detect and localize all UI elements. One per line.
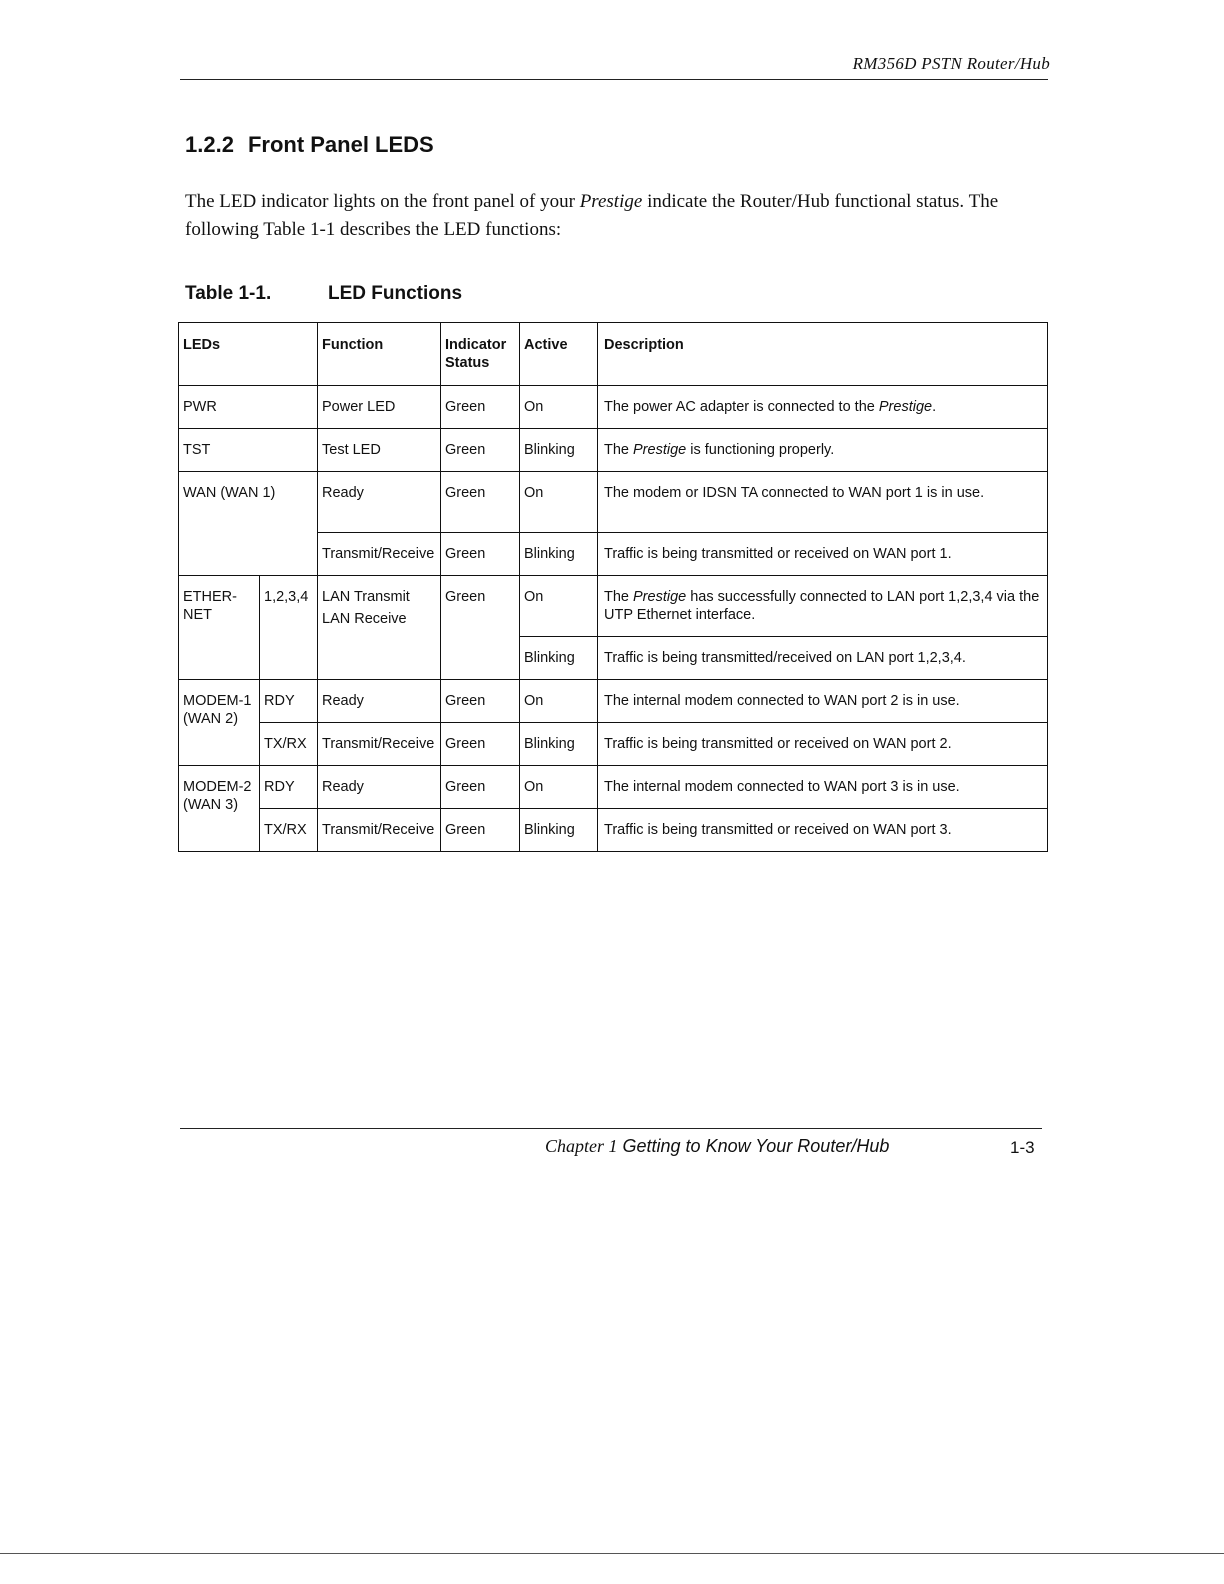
led-ports: 1,2,3,4 <box>260 576 318 680</box>
led-name: TST <box>179 429 318 472</box>
led-active: Blinking <box>520 809 598 852</box>
led-description <box>598 386 1048 429</box>
desc-text: is functioning properly. <box>686 442 835 458</box>
led-name: ETHER-NET <box>179 576 260 680</box>
led-name: MODEM-1 (WAN 2) <box>179 680 260 766</box>
led-indicator: Green <box>441 766 520 809</box>
led-indicator: Green <box>441 680 520 723</box>
led-function: Test LED <box>318 429 441 472</box>
led-description: Traffic is being transmitted/received on LAN port 1,2,3,4. <box>598 637 1048 680</box>
running-header: RM356D PSTN Router/Hub <box>852 54 1050 73</box>
table-caption-title: LED Functions <box>328 283 463 304</box>
led-active: Blinking <box>520 429 598 472</box>
led-active: Blinking <box>520 533 598 576</box>
led-name: PWR <box>179 386 318 429</box>
led-function-line: LAN Transmit <box>322 589 410 605</box>
desc-text: The power AC adapter is connected to the <box>604 399 879 415</box>
led-function: Transmit/Receive <box>318 809 441 852</box>
footer-rule <box>180 1128 1042 1129</box>
led-indicator: Green <box>441 429 520 472</box>
led-description <box>598 429 1048 472</box>
led-function-line: LAN Receive <box>322 611 407 627</box>
desc-text: has successfully connected to LAN port 1,2,3,4 via the UTP Ethernet interface. <box>604 589 1040 623</box>
table-caption-label: Table 1-1. <box>185 283 272 304</box>
led-name: MODEM-2 (WAN 3) <box>179 766 260 852</box>
led-description <box>598 576 1048 637</box>
section-heading <box>185 132 434 158</box>
table-row <box>179 766 1048 809</box>
led-indicator: Green <box>441 386 520 429</box>
intro-product-name: Prestige <box>579 191 643 212</box>
led-sub: RDY <box>260 766 318 809</box>
table-row <box>179 809 1048 852</box>
intro-text-start: The LED indicator lights on the front panel of your <box>185 191 580 212</box>
led-sub: TX/RX <box>260 723 318 766</box>
led-function: Transmit/Receive <box>318 723 441 766</box>
led-function: Ready <box>318 472 441 533</box>
footer-chapter <box>545 1136 889 1157</box>
led-description: Traffic is being transmitted or received on WAN port 2. <box>598 723 1048 766</box>
led-functions-table <box>178 322 1048 852</box>
led-function: Power LED <box>318 386 441 429</box>
desc-text: The <box>604 442 634 458</box>
table-row <box>179 386 1048 429</box>
section-title: Front Panel LEDS <box>247 132 434 157</box>
led-active: On <box>520 472 598 533</box>
header-indicator-status: Indicator Status <box>441 323 520 386</box>
desc-text: The <box>604 589 634 605</box>
led-active: Blinking <box>520 637 598 680</box>
footer-chapter-word: Chapter 1 <box>545 1136 618 1156</box>
led-sub: RDY <box>260 680 318 723</box>
led-active: On <box>520 386 598 429</box>
led-active: Blinking <box>520 723 598 766</box>
led-description: The modem or IDSN TA connected to WAN port 1 is in use. <box>598 472 1048 533</box>
table-row <box>179 429 1048 472</box>
desc-product-name: Prestige <box>633 589 687 605</box>
desc-product-name: Prestige <box>633 442 687 458</box>
page-number: 1-3 <box>1010 1138 1035 1157</box>
header-description: Description <box>598 323 1048 386</box>
led-function <box>318 576 441 680</box>
led-indicator: Green <box>441 723 520 766</box>
led-indicator: Green <box>441 576 520 680</box>
led-description: Traffic is being transmitted or received on WAN port 3. <box>598 809 1048 852</box>
led-active: On <box>520 766 598 809</box>
table-row <box>179 680 1048 723</box>
led-description: The internal modem connected to WAN port 2 is in use. <box>598 680 1048 723</box>
led-indicator: Green <box>441 533 520 576</box>
led-description: The internal modem connected to WAN port 3 is in use. <box>598 766 1048 809</box>
desc-text: . <box>932 399 937 415</box>
led-function: Ready <box>318 680 441 723</box>
table-row <box>179 472 1048 533</box>
footer-chapter-title: Getting to Know Your Router/Hub <box>617 1136 890 1156</box>
led-sub: TX/RX <box>260 809 318 852</box>
led-indicator: Green <box>441 809 520 852</box>
led-active: On <box>520 680 598 723</box>
led-function: Ready <box>318 766 441 809</box>
led-description: Traffic is being transmitted or received on WAN port 1. <box>598 533 1048 576</box>
led-function: Transmit/Receive <box>318 533 441 576</box>
table-row <box>179 576 1048 637</box>
section-number: 1.2.2 <box>185 132 234 157</box>
header-function: Function <box>318 323 441 386</box>
table-caption <box>185 283 462 305</box>
led-indicator: Green <box>441 472 520 533</box>
led-active: On <box>520 576 598 637</box>
header-leds: LEDs <box>179 323 318 386</box>
header-active: Active <box>520 323 598 386</box>
header-rule <box>180 79 1048 80</box>
intro-paragraph <box>185 188 1045 244</box>
led-name: WAN (WAN 1) <box>179 472 318 576</box>
table-row <box>179 723 1048 766</box>
table-header-row <box>179 323 1048 386</box>
intro-text-end: indicate the Router/Hub functional status. The following Table 1-1 describes the LED functions: <box>185 191 999 240</box>
scan-edge-line <box>0 1553 1224 1554</box>
desc-product-name: Prestige <box>878 399 933 415</box>
